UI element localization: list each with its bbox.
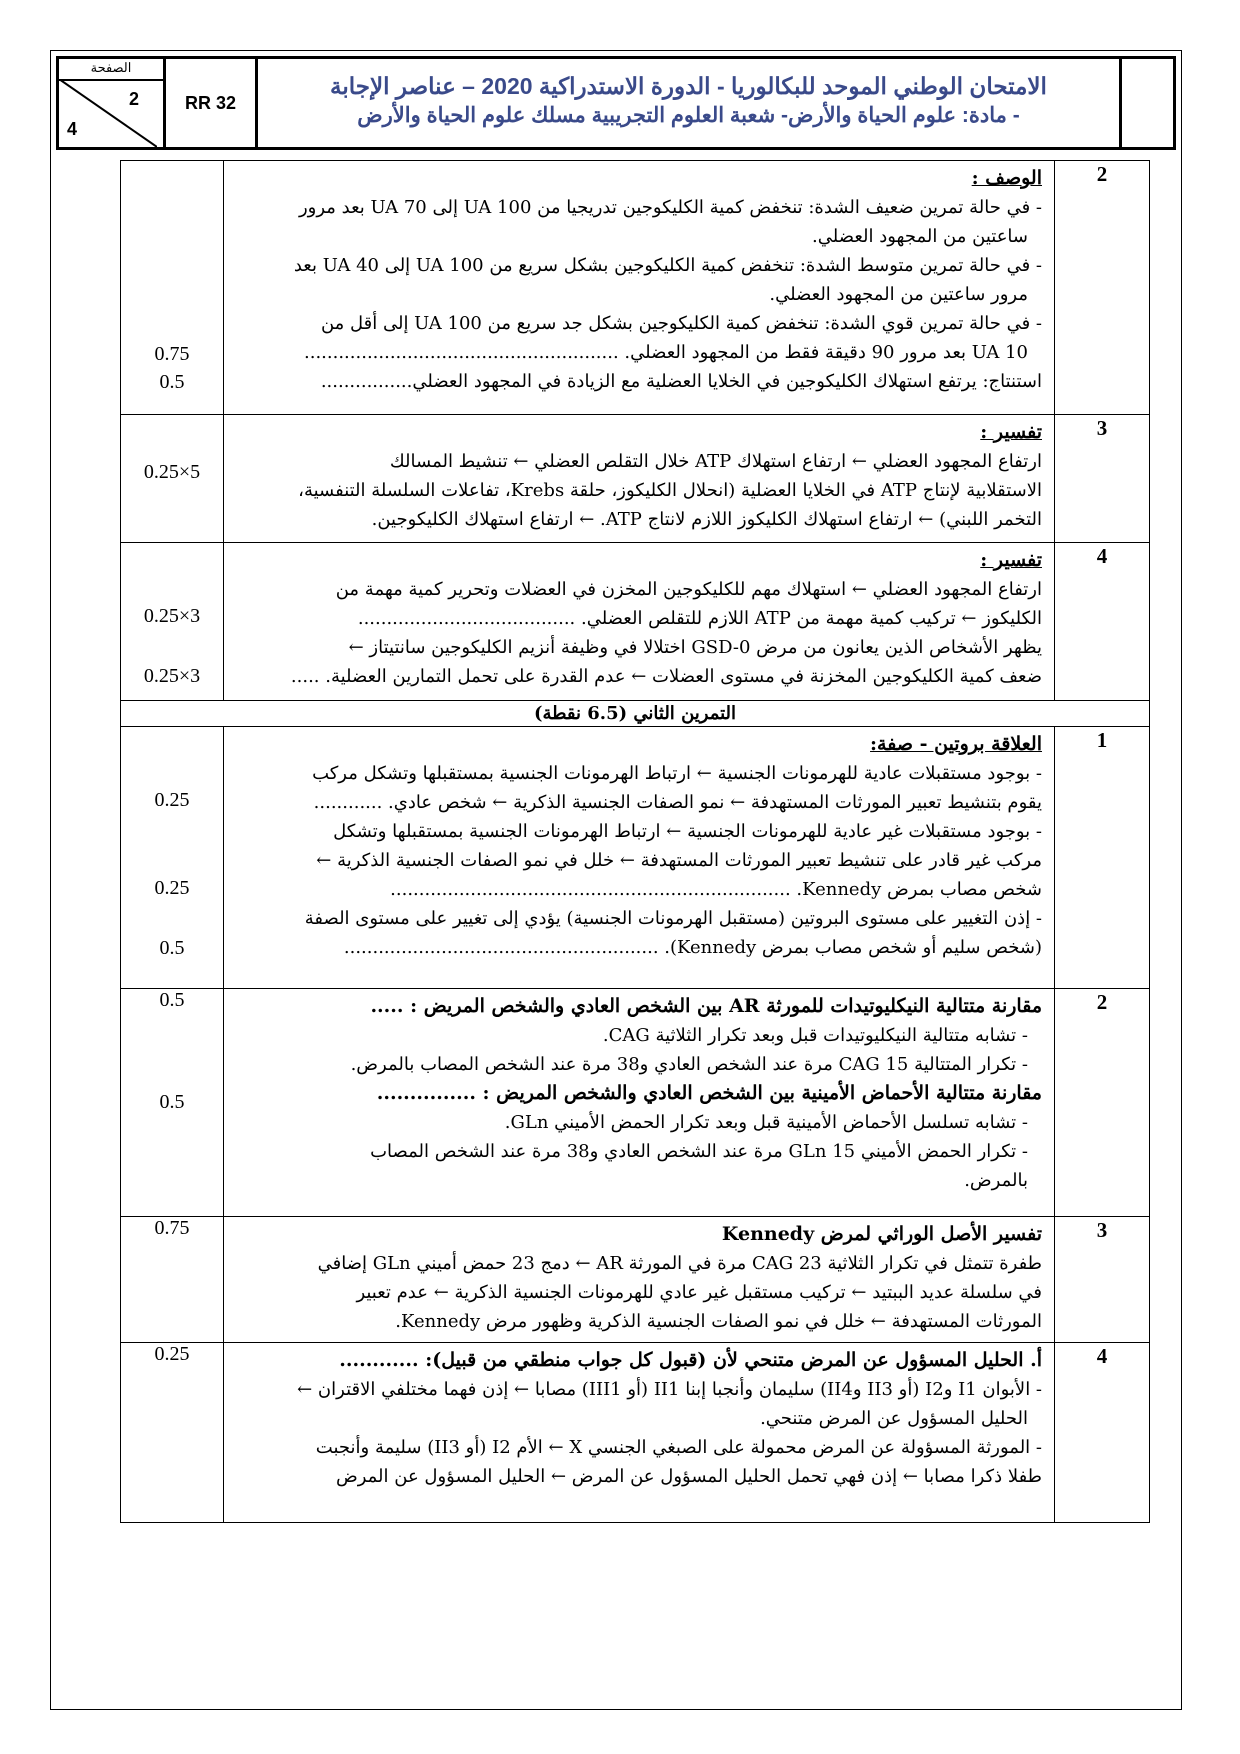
question-number: 1 bbox=[1055, 727, 1150, 989]
table-row bbox=[121, 1217, 1150, 1343]
score-value: 0.5 bbox=[159, 989, 185, 1011]
answer-line: بالمرض. bbox=[964, 1170, 1028, 1191]
score-cell bbox=[121, 727, 224, 989]
answer-line: (شخص سليم أو شخص مصاب بمرض Kennedy). ....................................................... bbox=[343, 937, 1042, 958]
answer-heading: أ. الحليل المسؤول عن المرض متنحي لأن (قبول كل جواب منطقي من قبيل): ............ bbox=[339, 1349, 1042, 1371]
answer-line: الكليكوز ← تركيب كمية مهمة من ATP اللازم للتقلص العضلي. ...................................... bbox=[357, 608, 1042, 629]
table-row bbox=[121, 1343, 1150, 1523]
answer-line: الحليل المسؤول عن المرض متنحي. bbox=[760, 1408, 1028, 1429]
answer-line: - تكرار المتتالية CAG 15 مرة عند الشخص العادي و38 مرة عند الشخص المصاب بالمرض. bbox=[350, 1054, 1028, 1075]
exam-title bbox=[255, 59, 1119, 147]
answer-line: - في حالة تمرين ضعيف الشدة: تنخفض كمية الكليكوجين تدريجيا من 100 UA إلى 70 UA بعد مرور bbox=[298, 197, 1042, 218]
answer-line: 10 UA بعد مرور 90 دقيقة فقط من المجهود العضلي. ....................................................... bbox=[304, 342, 1028, 363]
page-header bbox=[56, 56, 1176, 150]
answer-line: يقوم بتنشيط تعبير المورثات المستهدفة ← نمو الصفات الجنسية الذكرية ← شخص عادي. ............ bbox=[313, 792, 1042, 813]
score-cell bbox=[121, 415, 224, 543]
answer-line: المورثات المستهدفة ← خلل في نمو الصفات الجنسية الذكرية وظهور مرض Kennedy. bbox=[395, 1311, 1042, 1332]
section-title: التمرين الثاني (6.5 نقطة) bbox=[121, 701, 1150, 727]
exam-code: RR 32 bbox=[163, 59, 255, 147]
answer-cell bbox=[224, 1343, 1055, 1523]
answer-line: يظهر الأشخاص الذين يعانون من مرض GSD-0 اختلالا في وظيفة أنزيم الكليكوجين سانتيتاز ← bbox=[348, 637, 1042, 658]
score-value: 0.25 bbox=[154, 877, 190, 899]
answer-line: - في حالة تمرين متوسط الشدة: تنخفض كمية الكليكوجين بشكل سريع من 100 UA إلى 40 UA بعد bbox=[293, 255, 1042, 276]
page-label: الصفحة bbox=[59, 59, 163, 81]
answer-line: طفلا ذكرا مصابا ← إذن فهي تحمل الحليل المسؤول عن المرض ← الحليل المسؤول عن المرض bbox=[335, 1466, 1042, 1487]
title-line-1: الامتحان الوطني الموحد للبكالوريا - الدورة الاستدراكية 2020 – عناصر الإجابة bbox=[330, 73, 1047, 99]
answer-cell bbox=[224, 415, 1055, 543]
answer-line: - تشابه تسلسل الأحماض الأمينية قبل وبعد تكرار الحمض الأميني GLn. bbox=[504, 1112, 1028, 1133]
answer-heading: تفسير : bbox=[980, 421, 1042, 443]
table-row bbox=[121, 989, 1150, 1217]
answer-table bbox=[120, 160, 1150, 1523]
score-value: 0.25×3 bbox=[143, 605, 201, 627]
answer-cell bbox=[224, 1217, 1055, 1343]
score-value: 0.25 bbox=[154, 789, 190, 811]
score-value: 0.5 bbox=[159, 937, 185, 959]
answer-line: التخمر اللبني) ← ارتفاع استهلاك الكليكوز اللازم لانتاج ATP. ← ارتفاع استهلاك الكليكوجين. bbox=[371, 509, 1042, 530]
score-cell bbox=[121, 1343, 224, 1523]
answer-line: - المورثة المسؤولة عن المرض محمولة على الصبغي الجنسي X ← الأم I2 (أو II3) سليمة وأنجبت bbox=[315, 1437, 1042, 1458]
answer-line: شخص مصاب بمرض Kennedy. ...................................................................... bbox=[390, 879, 1042, 900]
answer-line: مركب غير قادر على تنشيط تعبير المورثات المستهدفة ← خلل في نمو الصفات الجنسية الذكرية ← bbox=[316, 850, 1042, 871]
page-number-box bbox=[59, 59, 163, 147]
answer-cell bbox=[224, 989, 1055, 1217]
question-number: 3 bbox=[1055, 415, 1150, 543]
score-value: 0.5 bbox=[159, 1091, 185, 1113]
title-line-2: - مادة: علوم الحياة والأرض- شعبة العلوم التجريبية مسلك علوم الحياة والأرض bbox=[357, 104, 1020, 127]
answer-heading: العلاقة بروتين - صفة: bbox=[870, 733, 1042, 755]
answer-cell bbox=[224, 543, 1055, 701]
answer-line: الاستقلابية لإنتاج ATP في الخلايا العضلية (انحلال الكليكوز، حلقة Krebs، تفاعلات السلسلة التنفسية، bbox=[298, 480, 1042, 501]
header-empty-cell bbox=[1119, 59, 1173, 147]
table-row bbox=[121, 415, 1150, 543]
answer-heading: تفسير الأصل الوراثي لمرض Kennedy bbox=[721, 1223, 1042, 1245]
page-current: 2 bbox=[129, 89, 140, 109]
score-value: 0.75 bbox=[154, 1217, 190, 1239]
score-cell bbox=[121, 161, 224, 415]
score-cell bbox=[121, 543, 224, 701]
section-title-row bbox=[121, 701, 1150, 727]
answer-heading: مقارنة متتالية النيكليوتيدات للمورثة AR بين الشخص العادي والشخص المريض : ..... bbox=[370, 995, 1042, 1017]
page-total: 4 bbox=[67, 119, 78, 139]
table-row bbox=[121, 543, 1150, 701]
answer-line: - تشابه متتالية النيكليوتيدات قبل وبعد تكرار الثلاثية CAG. bbox=[602, 1025, 1028, 1046]
table-row bbox=[121, 161, 1150, 415]
answer-line: ارتفاع المجهود العضلي ← ارتفاع استهلاك ATP خلال التقلص العضلي ← تنشيط المسالك bbox=[389, 451, 1042, 472]
answer-line: ساعتين من المجهود العضلي. bbox=[812, 226, 1028, 247]
score-value: 0.25×5 bbox=[143, 461, 201, 483]
answer-line: ارتفاع المجهود العضلي ← استهلاك مهم للكليكوجين المخزن في العضلات وتحرير كمية مهمة من bbox=[335, 579, 1042, 600]
answer-line: - الأبوان I1 وI2 (أو II3 وII4) سليمان وأنجبا إبنا II1 (أو III1) مصابا ← إذن فهما مختلفي الاقتران ← bbox=[297, 1379, 1042, 1400]
answer-line: - بوجود مستقبلات عادية للهرمونات الجنسية ← ارتباط الهرمونات الجنسية بمستقبلها وتشكل مركب bbox=[312, 763, 1042, 784]
answer-line: - بوجود مستقبلات غير عادية للهرمونات الجنسية ← ارتباط الهرمونات الجنسية بمستقبلها وتشكل bbox=[333, 821, 1042, 842]
answer-heading: الوصف : bbox=[971, 167, 1042, 189]
answer-heading: مقارنة متتالية الأحماض الأمينية بين الشخص العادي والشخص المريض : ............... bbox=[376, 1082, 1042, 1104]
answer-line: طفرة تتمثل في تكرار الثلاثية CAG 23 مرة في المورثة AR ← دمج 23 حمض أميني GLn إضافي bbox=[317, 1253, 1042, 1274]
answer-line: في سلسلة عديد الببتيد ← تركيب مستقبل غير عادي للهرمونات الجنسية الذكرية ← عدم تعبير bbox=[356, 1282, 1042, 1303]
score-cell bbox=[121, 989, 224, 1217]
score-value: 0.75 bbox=[154, 343, 190, 365]
question-number: 4 bbox=[1055, 1343, 1150, 1523]
score-cell bbox=[121, 1217, 224, 1343]
score-value: 0.25×3 bbox=[143, 665, 201, 687]
table-row bbox=[121, 727, 1150, 989]
question-number: 2 bbox=[1055, 989, 1150, 1217]
answer-line: - في حالة تمرين قوي الشدة: تنخفض كمية الكليكوجين بشكل جد سريع من 100 UA إلى أقل من bbox=[320, 313, 1042, 334]
score-value: 0.25 bbox=[154, 1343, 190, 1365]
answer-line: استنتاج: يرتفع استهلاك الكليكوجين في الخلايا العضلية مع الزيادة في المجهود العضلي................ bbox=[320, 371, 1042, 392]
question-number: 3 bbox=[1055, 1217, 1150, 1343]
answer-line: ضعف كمية الكليكوجين المخزنة في مستوى العضلات ← عدم القدرة على تحمل التمارين العضلية. ..... bbox=[290, 666, 1042, 687]
answer-line: - تكرار الحمض الأميني GLn 15 مرة عند الشخص العادي و38 مرة عند الشخص المصاب bbox=[370, 1141, 1028, 1162]
answer-line: - إذن التغيير على مستوى البروتين (مستقبل الهرمونات الجنسية) يؤدي إلى تغيير على مستوى الصفة bbox=[304, 908, 1042, 929]
answer-heading: تفسير : bbox=[980, 549, 1042, 571]
question-number: 2 bbox=[1055, 161, 1150, 415]
score-value: 0.5 bbox=[159, 371, 185, 393]
question-number: 4 bbox=[1055, 543, 1150, 701]
answer-line: مرور ساعتين من المجهود العضلي. bbox=[769, 284, 1028, 305]
answer-cell bbox=[224, 161, 1055, 415]
answer-cell bbox=[224, 727, 1055, 989]
